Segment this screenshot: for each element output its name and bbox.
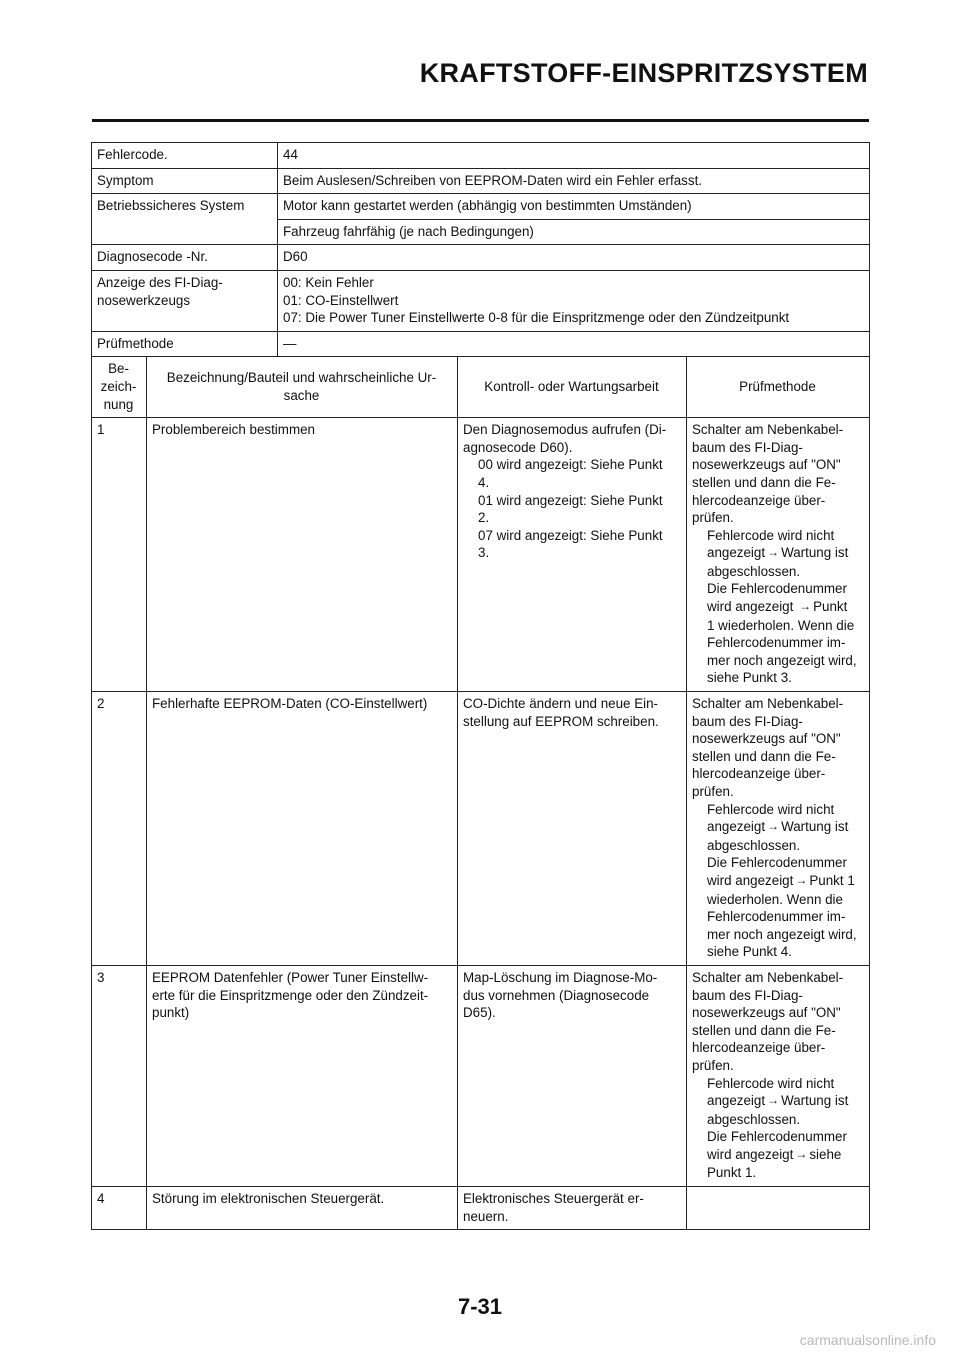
check-text: wird angezeigt — [707, 599, 798, 615]
part-line: Störung im elektronischen Steuergerät. — [152, 1191, 385, 1207]
check-text: Wartung ist — [781, 545, 849, 561]
check-line: prüfen. — [692, 784, 734, 799]
info-label-line: Anzeige des FI-Diag- — [97, 274, 223, 290]
info-label-line: nosewerkzeugs — [97, 292, 191, 308]
check-text: angezeigt — [707, 819, 766, 835]
arrow-right-icon: → — [767, 819, 780, 834]
check-line — [692, 837, 863, 855]
step-check — [687, 1187, 870, 1230]
check-text: abgeschlossen. — [707, 837, 801, 853]
column-header-line: zeich- — [100, 378, 137, 394]
check-line — [692, 1111, 863, 1129]
check-line: stellen und dann die Fe- — [692, 474, 836, 490]
watermark: carmanualsonline.info — [799, 1332, 936, 1348]
info-value-line: 01: CO-Einstellwert — [283, 292, 399, 308]
info-label — [92, 270, 278, 331]
check-line: Schalter am Nebenkabel- — [692, 422, 844, 438]
part-line: punkt) — [152, 1005, 190, 1021]
part-line: Problembereich bestimmen — [152, 422, 315, 438]
check-text: siehe Punkt 4. — [707, 944, 792, 960]
check-text: Fehlercode wird nicht — [707, 1075, 835, 1091]
step-action — [458, 692, 687, 966]
arrow-right-icon: → — [767, 1093, 780, 1108]
step-action — [458, 418, 687, 692]
check-line — [692, 598, 863, 617]
check-text: Fehlercodenummer im- — [707, 635, 846, 651]
check-line: hlercodeanzeige über- — [692, 492, 826, 508]
info-value: D60 — [278, 245, 870, 271]
check-line — [692, 1075, 863, 1093]
action-line: D65). — [463, 1005, 496, 1021]
info-value: Fahrzeug fahrfähig (je nach Bedingungen) — [278, 219, 870, 245]
check-line — [692, 1092, 863, 1111]
step-part — [147, 418, 458, 692]
info-row-diagcode — [92, 245, 870, 271]
check-text: abgeschlossen. — [707, 1111, 801, 1127]
step-number: 1 — [92, 418, 147, 692]
check-line — [692, 891, 863, 909]
check-line: baum des FI-Diag- — [692, 713, 803, 729]
step-rows — [92, 418, 870, 1230]
page-title: KRAFTSTOFF-EINSPRITZSYSTEM — [419, 58, 868, 88]
part-line: erte für die Einspritzmenge oder den Zündzeit- — [152, 987, 429, 1003]
action-line: 00 wird angezeigt: Siehe Punkt — [478, 457, 663, 473]
check-line: hlercodeanzeige über- — [692, 1040, 826, 1056]
info-label: Fehlercode. — [92, 143, 278, 169]
arrow-right-icon: → — [795, 872, 808, 887]
check-text: angezeigt — [707, 1093, 766, 1109]
check-text: wird angezeigt — [707, 872, 794, 888]
check-line: stellen und dann die Fe- — [692, 1022, 836, 1038]
info-label: Prüfmethode — [92, 331, 278, 357]
check-text: mer noch angezeigt wird, — [707, 926, 857, 942]
check-line: prüfen. — [692, 1057, 734, 1073]
check-line — [692, 854, 863, 872]
check-text: Fehlercodenummer im- — [707, 909, 846, 925]
check-line: Schalter am Nebenkabel- — [692, 696, 844, 712]
info-value: — — [278, 331, 870, 357]
action-line: Den Diagnosemodus aufrufen (Di- — [463, 422, 667, 438]
diagnosis-table — [91, 142, 870, 1230]
action-line: Elektronisches Steuergerät er- — [463, 1191, 644, 1207]
check-text: Punkt 1. — [707, 1165, 757, 1181]
check-text: abgeschlossen. — [707, 563, 801, 579]
check-line: prüfen. — [692, 510, 734, 526]
check-line — [692, 926, 863, 944]
info-value: Motor kann gestartet werden (abhängig von bestimmten Umständen) — [278, 194, 870, 220]
check-text: Die Fehlercodenummer — [707, 855, 847, 871]
action-line: CO-Dichte ändern und neue Ein- — [463, 696, 659, 712]
check-line — [692, 818, 863, 837]
step-part — [147, 965, 458, 1186]
page-number: 7-31 — [457, 1294, 503, 1319]
step-number: 2 — [92, 692, 147, 966]
action-line: agnosecode D60). — [463, 439, 573, 455]
info-row-symptom — [92, 168, 870, 194]
check-text: angezeigt — [707, 545, 766, 561]
column-header-line: sache — [283, 387, 320, 403]
check-text: siehe — [809, 1146, 842, 1162]
check-line: nosewerkzeugs auf "ON" — [692, 1005, 841, 1021]
check-text: 1 wiederholen. Wenn die — [707, 617, 855, 633]
check-line: baum des FI-Diag- — [692, 439, 803, 455]
check-line: nosewerkzeugs auf "ON" — [692, 457, 841, 473]
check-line — [692, 943, 863, 961]
check-text: Die Fehlercodenummer — [707, 581, 847, 597]
action-line: stellung auf EEPROM schreiben. — [463, 713, 659, 729]
action-line: dus vornehmen (Diagnosecode — [463, 987, 650, 1003]
info-row-method — [92, 331, 870, 357]
title-divider — [92, 119, 869, 122]
step-number: 4 — [92, 1187, 147, 1230]
info-label: Diagnosecode -Nr. — [92, 245, 278, 271]
check-text: Fehlercode wird nicht — [707, 801, 835, 817]
action-line: 07 wird angezeigt: Siehe Punkt — [478, 527, 663, 543]
check-line — [692, 801, 863, 819]
arrow-right-icon: → — [767, 545, 780, 560]
action-line: 01 wird angezeigt: Siehe Punkt — [478, 492, 663, 508]
table-row — [92, 965, 870, 1186]
column-header-line: nung — [103, 396, 134, 412]
check-text: Wartung ist — [781, 1093, 849, 1109]
part-line: Fehlerhafte EEPROM-Daten (CO-Einstellwert) — [152, 696, 428, 712]
check-line: hlercodeanzeige über- — [692, 766, 826, 782]
check-text: siehe Punkt 3. — [707, 670, 792, 686]
step-check — [687, 965, 870, 1186]
action-line: Map-Löschung im Diagnose-Mo- — [463, 969, 658, 985]
check-line — [692, 669, 863, 687]
table-row — [92, 418, 870, 692]
table-row — [92, 1187, 870, 1230]
table-row — [92, 692, 870, 966]
check-line — [692, 652, 863, 670]
check-text: Punkt — [813, 599, 848, 615]
info-row-fehlercode — [92, 143, 870, 169]
step-part — [147, 1187, 458, 1230]
info-row-failsafe — [92, 194, 870, 220]
info-value: Beim Auslesen/Schreiben von EEPROM-Daten wird ein Fehler erfasst. — [278, 168, 870, 194]
step-action — [458, 1187, 687, 1230]
check-line — [692, 1146, 863, 1165]
info-label: Betriebssicheres System — [92, 194, 278, 245]
column-header-nr — [92, 357, 147, 418]
column-header-line: Be- — [108, 361, 129, 377]
check-text: Wartung ist — [781, 819, 849, 835]
info-value-line: 07: Die Power Tuner Einstellwerte 0-8 für die Einspritzmenge oder den Zündzeitpunkt — [283, 310, 790, 326]
step-number: 3 — [92, 965, 147, 1186]
action-line: 2. — [478, 510, 490, 526]
check-text: Die Fehlercodenummer — [707, 1129, 847, 1145]
check-line: stellen und dann die Fe- — [692, 748, 836, 764]
check-line — [692, 544, 863, 563]
check-line: baum des FI-Diag- — [692, 987, 803, 1003]
info-row-tool — [92, 270, 870, 331]
arrow-right-icon: → — [799, 599, 812, 614]
check-text: wiederholen. Wenn die — [707, 891, 843, 907]
column-header-action: Kontroll- oder Wartungsarbeit — [458, 357, 687, 418]
info-value-line: 00: Kein Fehler — [283, 274, 374, 290]
check-line — [692, 563, 863, 581]
check-line: Schalter am Nebenkabel- — [692, 969, 844, 985]
check-line — [692, 872, 863, 891]
action-line: 4. — [478, 474, 490, 490]
check-line — [692, 617, 863, 635]
check-line — [692, 580, 863, 598]
column-header-check: Prüfmethode — [687, 357, 870, 418]
check-text: Punkt 1 — [809, 872, 855, 888]
step-action — [458, 965, 687, 1186]
action-line: neuern. — [463, 1208, 509, 1224]
check-text: wird angezeigt — [707, 1146, 794, 1162]
check-line — [692, 527, 863, 545]
arrow-right-icon: → — [795, 1146, 808, 1161]
check-line — [692, 634, 863, 652]
step-check — [687, 692, 870, 966]
part-line: EEPROM Datenfehler (Power Tuner Einstellw- — [152, 969, 429, 985]
check-text: Fehlercode wird nicht — [707, 527, 835, 543]
info-label: Symptom — [92, 168, 278, 194]
action-line: 3. — [478, 545, 490, 561]
column-header-row — [92, 357, 870, 418]
info-value — [278, 270, 870, 331]
column-header-line: Bezeichnung/Bauteil und wahrscheinliche Ur- — [166, 370, 437, 386]
column-header-part — [147, 357, 458, 418]
check-line — [692, 908, 863, 926]
check-line — [692, 1164, 863, 1182]
check-line: nosewerkzeugs auf "ON" — [692, 731, 841, 747]
step-check — [687, 418, 870, 692]
info-value: 44 — [278, 143, 870, 169]
check-line — [692, 1128, 863, 1146]
step-part — [147, 692, 458, 966]
check-text: mer noch angezeigt wird, — [707, 652, 857, 668]
